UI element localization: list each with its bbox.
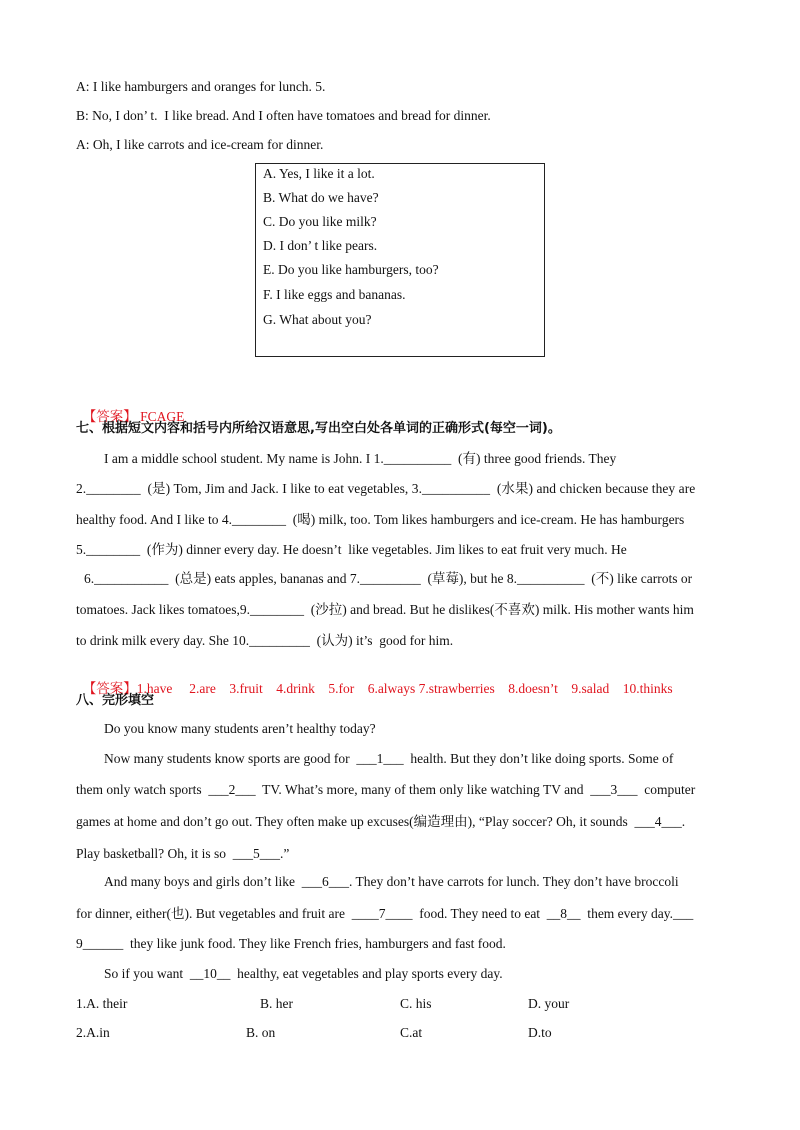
section8-line-7: for dinner, either(也). But vegetables and fruit are ____7____ food. They need to eat __8__ them every day.___	[76, 906, 694, 921]
option-c: C. Do you like milk?	[263, 214, 377, 229]
option-a: A. Yes, I like it a lot.	[263, 166, 375, 181]
section8-line-4: games at home and don’t go out. They often make up excuses(编造理由), “Play soccer? Oh, it sounds ___4___.	[76, 814, 686, 829]
choice-2-c: C.at	[400, 1025, 423, 1040]
section8-title: 八、完形填空	[76, 693, 155, 708]
option-b: B. What do we have?	[263, 190, 379, 205]
answer-value: FCAGE	[136, 409, 185, 424]
options-box	[255, 163, 545, 357]
choice-1-a: A. their	[86, 996, 128, 1011]
section8-line-2: Now many students know sports are good for ___1___ health. But they don’t like doing sports. Some of	[104, 751, 674, 766]
choice-2-d: D.to	[528, 1025, 552, 1040]
choice-2-b: B. on	[246, 1025, 276, 1040]
dialogue-line-3: A: Oh, I like carrots and ice-cream for dinner.	[76, 137, 324, 152]
section7-line-7: to drink milk every day. She 10._________ (认为) it’s good for him.	[76, 633, 454, 648]
section7-line-3: healthy food. And I like to 4.________ (喝) milk, too. Tom likes hamburgers and ice-cream. He has hamburgers	[76, 512, 685, 527]
choice-1-b: B. her	[260, 996, 293, 1011]
choice-2-a: A.in	[86, 1025, 110, 1040]
section8-line-9: So if you want __10__ healthy, eat vegetables and play sports every day.	[104, 966, 503, 981]
option-f: F. I like eggs and bananas.	[263, 287, 406, 302]
section8-line-5: Play basketball? Oh, it is so ___5___.”	[76, 846, 290, 861]
dialogue-line-2: B: No, I don’ t. I like bread. And I often have tomatoes and bread for dinner.	[76, 108, 491, 123]
section7-answer-label: 【答案】	[82, 681, 137, 696]
section7-line-4: 5.________ (作为) dinner every day. He doesn’t like vegetables. Jim likes to eat fruit very much. He	[76, 542, 627, 557]
option-d: D. I don’ t like pears.	[263, 238, 378, 253]
section8-line-8: 9______ they like junk food. They like French fries, hamburgers and fast food.	[76, 936, 506, 951]
choice-row-1	[76, 995, 127, 1013]
choice-1-number: 1.	[76, 996, 87, 1011]
option-e: E. Do you like hamburgers, too?	[263, 262, 439, 277]
section8-line-1: Do you know many students aren’t healthy today?	[104, 721, 376, 736]
option-g: G. What about you?	[263, 312, 372, 327]
section7-line-1: I am a middle school student. My name is John. I 1.__________ (有) three good friends. They	[104, 451, 617, 466]
dialogue-line-1: A: I like hamburgers and oranges for lunch. 5.	[76, 79, 326, 94]
choice-row-2	[76, 1024, 110, 1042]
answer-label: 【答案】	[82, 409, 137, 424]
section7-line-5: 6.___________ (总是) eats apples, bananas and 7._________ (草莓), but he 8.__________ (不) like carrots or	[84, 571, 693, 586]
section8-line-3: them only watch sports ___2___ TV. What’s more, many of them only like watching TV and ___3___ computer	[76, 782, 696, 797]
section7-line-2: 2.________ (是) Tom, Jim and Jack. I like to eat vegetables, 3.__________ (水果) and chicken because they are	[76, 481, 696, 496]
section7-line-6: tomatoes. Jack likes tomatoes,9.________ (沙拉) and bread. But he dislikes(不喜欢) milk. His mother wants him	[76, 602, 694, 617]
choice-1-c: C. his	[400, 996, 432, 1011]
section8-line-6: And many boys and girls don’t like ___6___. They don’t have carrots for lunch. They don’t have broccoli	[104, 874, 679, 889]
section7-answer-text: 1.have 2.are 3.fruit 4.drink 5.for 6.always 7.strawberries 8.doesn’t 9.salad 10.thinks	[136, 681, 673, 696]
choice-2-number: 2.	[76, 1025, 87, 1040]
section7-title: 七、根据短文内容和括号内所给汉语意思,写出空白处各单词的正确形式(每空一词)。	[76, 421, 561, 436]
section7-answer	[76, 662, 673, 698]
choice-1-d: D. your	[528, 996, 570, 1011]
